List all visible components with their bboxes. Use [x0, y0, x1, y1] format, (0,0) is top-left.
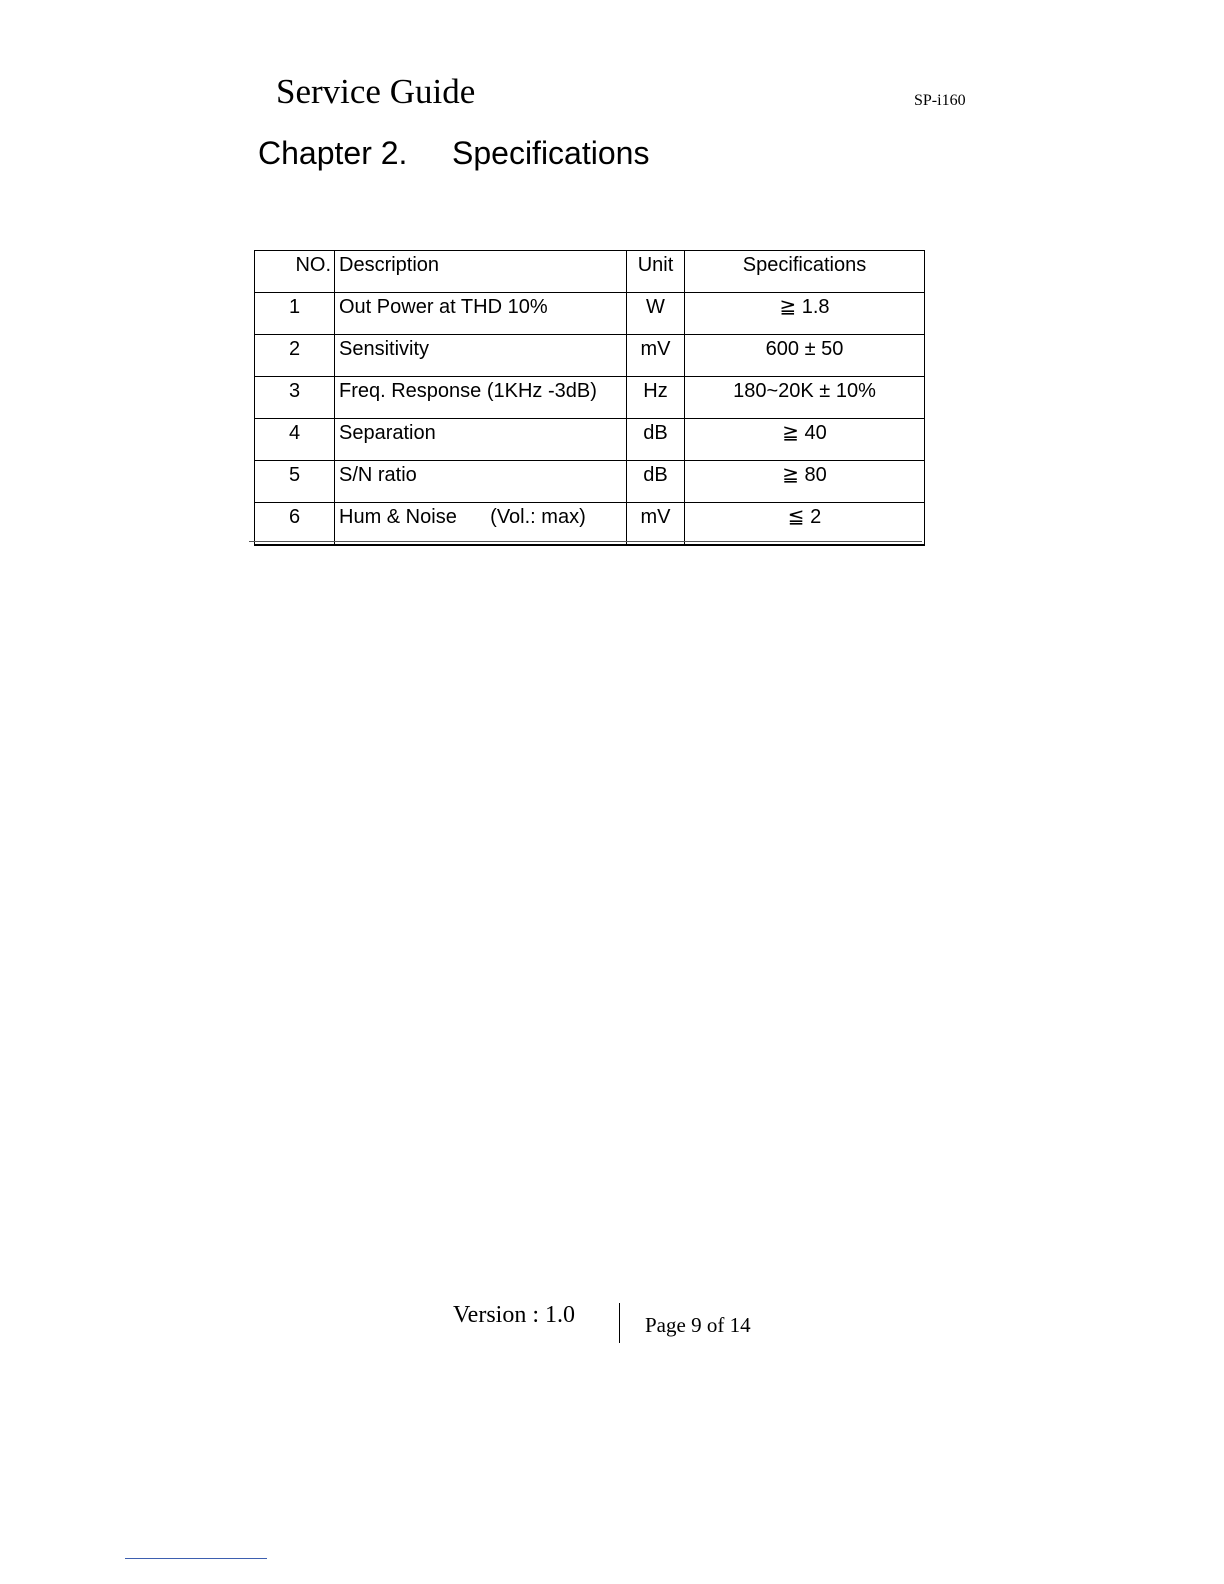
row-description: Sensitivity [335, 335, 627, 377]
row-unit: mV [627, 335, 685, 377]
row-unit: Hz [627, 377, 685, 419]
row-no: 4 [255, 419, 335, 461]
specifications-table [254, 250, 925, 546]
row-description: Separation [335, 419, 627, 461]
header-description: Description [335, 251, 627, 293]
row-spec: 600 ± 50 [685, 335, 925, 377]
table-underline [249, 541, 922, 542]
row-unit: dB [627, 419, 685, 461]
header-specifications: Specifications [685, 251, 925, 293]
row-spec: ≧ 80 [685, 461, 925, 503]
row-no: 3 [255, 377, 335, 419]
row-spec: ≦ 2 [685, 503, 925, 546]
table-row [255, 503, 925, 546]
row-description: S/N ratio [335, 461, 627, 503]
row-no: 1 [255, 293, 335, 335]
chapter-title: Specifications [452, 135, 650, 171]
document-title: Service Guide [276, 72, 476, 111]
footer-divider [619, 1303, 620, 1343]
chapter-number: Chapter 2. [258, 135, 408, 171]
page-number: Page 9 of 14 [645, 1313, 751, 1337]
version-label: Version : 1.0 [453, 1302, 575, 1328]
row-spec: ≧ 1.8 [685, 293, 925, 335]
chapter-heading [258, 133, 649, 173]
row-description: Out Power at THD 10% [335, 293, 627, 335]
row-description: Hum & Noise (Vol.: max) [335, 503, 627, 546]
row-unit: dB [627, 461, 685, 503]
row-spec: 180~20K ± 10% [685, 377, 925, 419]
row-unit: mV [627, 503, 685, 546]
model-number: SP-i160 [914, 92, 966, 109]
table-row [255, 419, 925, 461]
row-description: Freq. Response (1KHz -3dB) [335, 377, 627, 419]
row-unit: W [627, 293, 685, 335]
row-no: 6 [255, 503, 335, 546]
table-row [255, 335, 925, 377]
header-no: NO. [255, 251, 335, 293]
header-unit: Unit [627, 251, 685, 293]
row-no: 2 [255, 335, 335, 377]
row-spec: ≧ 40 [685, 419, 925, 461]
table-row [255, 377, 925, 419]
table-header-row [255, 251, 925, 293]
table-row [255, 461, 925, 503]
table-row [255, 293, 925, 335]
footnote-rule [125, 1558, 267, 1559]
row-no: 5 [255, 461, 335, 503]
